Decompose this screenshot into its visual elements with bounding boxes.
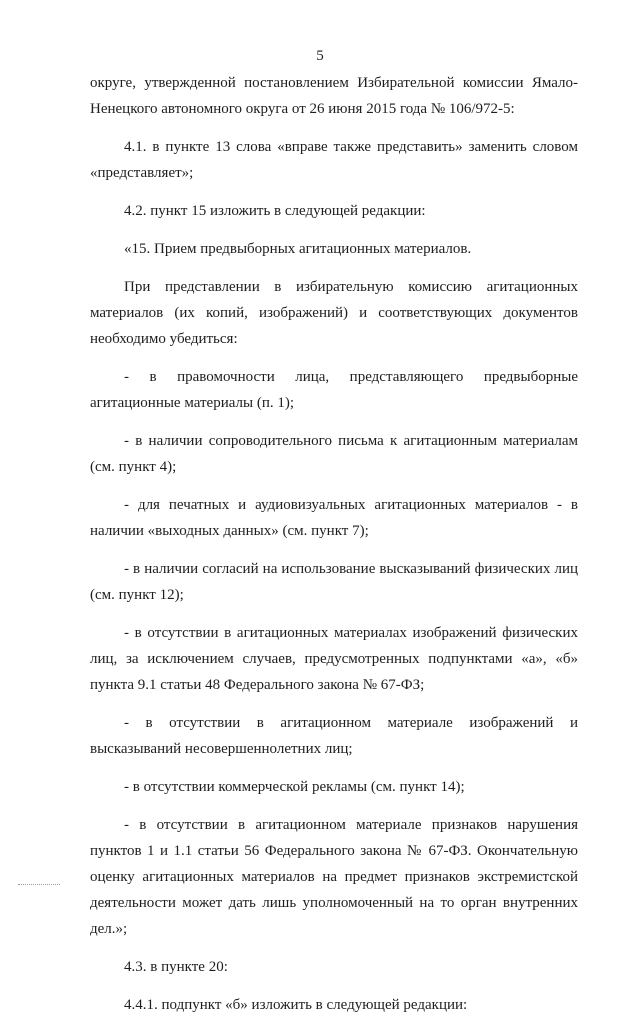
list-item-consents: - в наличии согласий на использование высказываний физических лиц (см. пункт 12); bbox=[90, 561, 578, 603]
document-body bbox=[90, 70, 578, 1030]
paragraph-4-2: 4.2. пункт 15 изложить в следующей редакции: bbox=[124, 203, 426, 219]
list-item-person-images: - в отсутствии в агитационных материалах изображений физических лиц, за исключением случаев, предусмотренных подпунктами «а», «б» пункта 9.1 статьи 48 Федерального закона № 67-ФЗ; bbox=[90, 625, 578, 693]
paragraph-okrug-intro: округе, утвержденной постановлением Избирательной комиссии Ямало-Ненецкого автономного округа от 26 июня 2015 года № 106/972-5: bbox=[90, 75, 578, 117]
paragraph-4-3: 4.3. в пункте 20: bbox=[124, 959, 228, 975]
footer-dotted-mark bbox=[18, 884, 60, 885]
paragraph-submission-check: При представлении в избирательную комиссию агитационных материалов (их копий, изображений) и соответствующих документов необходимо убедиться: bbox=[90, 279, 578, 347]
paragraph-4-1: 4.1. в пункте 13 слова «вправе также представить» заменить словом «представляет»; bbox=[90, 139, 578, 181]
list-item-output-data: - для печатных и аудиовизуальных агитационных материалов - в наличии «выходных данных» (см. пункт 7); bbox=[90, 497, 578, 539]
paragraph-4-4-1: 4.4.1. подпункт «б» изложить в следующей редакции: bbox=[124, 997, 468, 1013]
list-item-violation-signs: - в отсутствии в агитационном материале признаков нарушения пунктов 1 и 1.1 статьи 56 Федерального закона № 67-ФЗ. Окончательную оценку агитационных материалов на предмет признаков экстремистской деятельности может дать лишь уполномоченный на то орган внутренних дел.»; bbox=[90, 817, 578, 937]
list-item-commercial-ads: - в отсутствии коммерческой рекламы (см. пункт 14); bbox=[124, 779, 465, 795]
list-item-cover-letter: - в наличии сопроводительного письма к агитационным материалам (см. пункт 4); bbox=[90, 433, 578, 475]
list-item-authority: - в правомочности лица, представляющего предвыборные агитационные материалы (п. 1); bbox=[90, 369, 578, 411]
list-item-minors: - в отсутствии в агитационном материале изображений и высказываний несовершеннолетних лиц; bbox=[90, 715, 578, 757]
paragraph-15-heading: «15. Прием предвыборных агитационных материалов. bbox=[124, 241, 472, 257]
page-number: 5 bbox=[316, 48, 324, 64]
